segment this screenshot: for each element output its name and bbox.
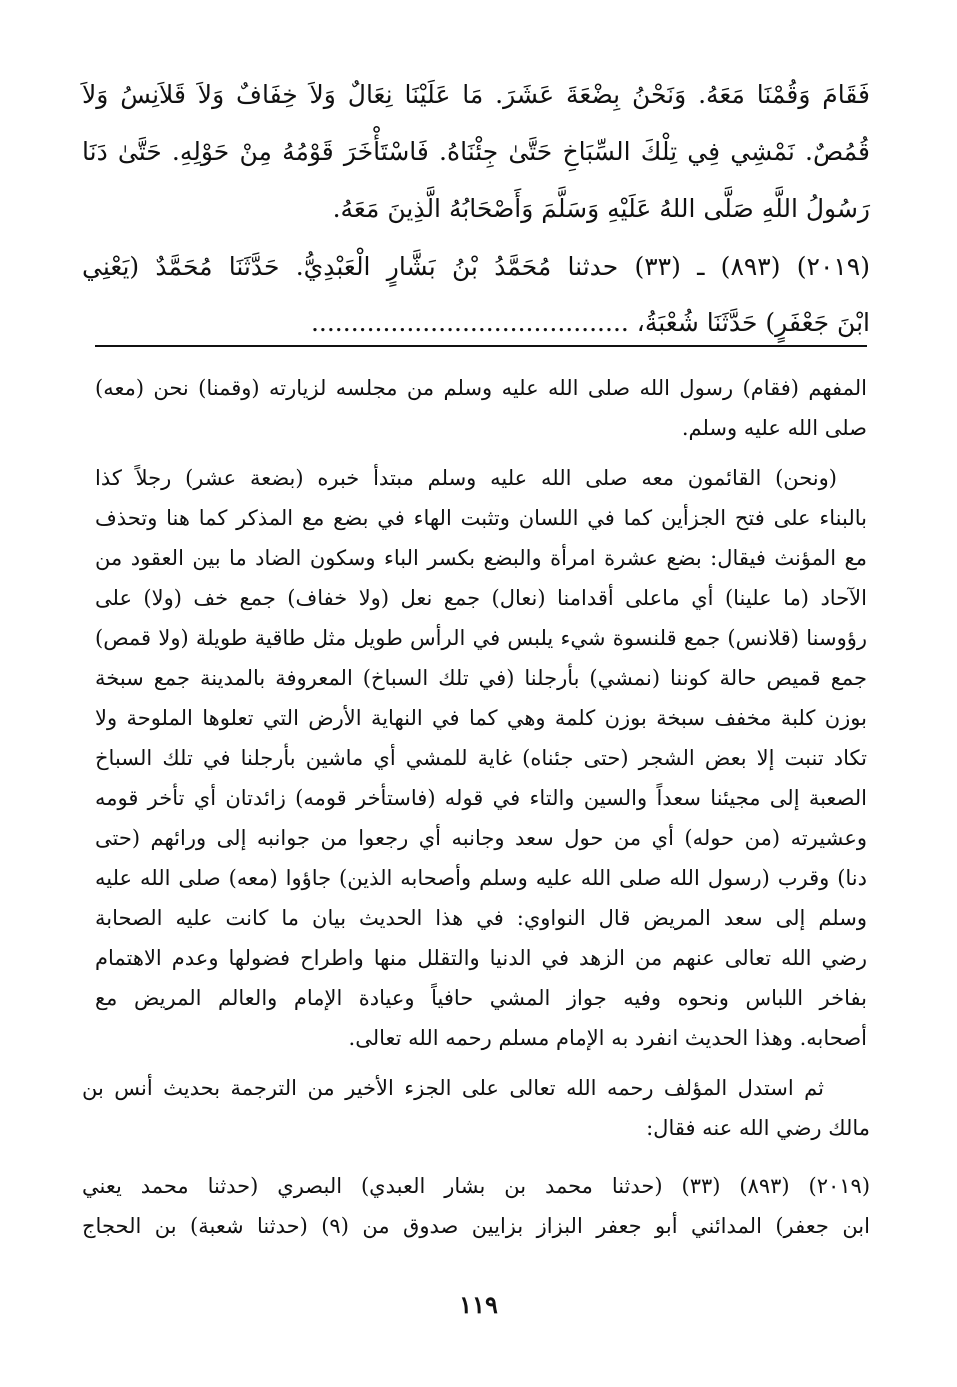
commentary-line: مع المؤنث فيقال: بضع عشرة امرأة والبضع بكسر الباء وسكون الضاد ما بين العقود من — [95, 546, 867, 570]
commentary-line: وسلم إلى سعد المريض قال النواوي: في هذا الحديث بيان ما كانت عليه الصحابة — [95, 906, 867, 930]
commentary-line: رؤوسنا (قلانس) جمع قلنسوة شيء يلبس في الرأس طويل مثل طاقية طويلة (ولا قمص) — [95, 626, 867, 650]
commentary-line: بوزن كلبة مخفف سبخة بوزن كلمة وهي كما في النهاية الأرض التي تعلوها الملوحة ولا — [95, 706, 867, 730]
commentary-line: جمع قميص حالة كوننا (نمشي) بأرجلنا (في تلك السباخ) المعروفة بالمدينة جمع سبخة — [95, 666, 867, 690]
hadith-line: رَسُولُ اللَّهِ صَلَّى اللهُ عَلَيْهِ وَسَلَّمَ وَأَصْحَابُهُ الَّذِينَ مَعَهُ. — [332, 194, 870, 223]
commentary-line: أصحابه. وهذا الحديث انفرد به الإمام مسلم رحمه الله تعالى. — [348, 1026, 867, 1050]
commentary-line: دنا) وقرب (رسول الله صلى الله عليه وسلم وأصحابه الذين) جاؤوا (معه) صلى الله عليه — [95, 866, 867, 890]
commentary-line: الصعبة إلى مجيئنا سعداً والسين والتاء في قوله (فاستأخر قومه) زائدتان أي تأخر قومه — [95, 786, 867, 810]
chain-line: ابن جعفر) المدائني أبو جعفر البزاز بزايين صدوق من (٩) (حدثنا شعبة) بن الحجاج — [82, 1214, 870, 1238]
commentary-line: رضي الله تعالى عنهم من الزهد في الدنيا والتقلل منها واطراح فضولها وعدم الاهتمام — [95, 946, 867, 970]
intro-line: ثم استدل المؤلف رحمه الله تعالى على الجزء الأخير من الترجمة بحديث أنس بن — [82, 1076, 824, 1100]
hadith-line: (٢٠١٩) (٨٩٣) ـ (٣٣) حدثنا مُحَمَّدُ بْنُ بَشَّارٍ الْعَبْدِيُّ. حَدَّثَنَا مُحَمَّدٌ (يَعْنِي — [82, 252, 870, 281]
commentary-line: الآحاد (ما علينا) أي ماعلى أقدامنا (نعال) جمع نعل (ولا خفاف) جمع خف (ولا) على — [95, 586, 867, 610]
commentary-line: المفهم (فقام) رسول الله صلى الله عليه وسلم من مجلسه لزيارته (وقمنا) نحن (معه) — [95, 376, 867, 400]
hadith-line: قُمُصٌ. نَمْشِي فِي تِلْكَ السِّبَاخِ حَتَّىٰ جِئْنَاهُ. فَاسْتَأْخَرَ قَوْمُهُ مِنْ حَوْلِهِ. حَتَّىٰ دَنَا — [82, 137, 870, 166]
chain-line: (٢٠١٩) (٨٩٣) (٣٣) (حدثنا محمد بن بشار العبدي) البصري (حدثنا محمد يعني — [82, 1174, 871, 1198]
commentary-line: بالبناء على فتح الجزأين كما في اللسان وتثبت الهاء في بضع مع المذكر كما هنا وتحذف — [95, 506, 867, 530]
commentary-line: صلى الله عليه وسلم. — [681, 416, 867, 440]
commentary-line: تكاد تنبت إلا بعض الشجر (حتى جئناه) غاية للمشي أي ماشين بأرجلنا في تلك السباخ — [95, 746, 867, 770]
commentary-line: بفاخر اللباس ونحوه وفيه جواز المشي حافياً وعيادة الإمام والعالم المريض مع — [95, 986, 867, 1010]
commentary-line: وعشيرته (من حوله) أي من حول سعد وجانبه أي رجعوا من جوانبه إلى ورائهم (حتى — [95, 826, 867, 850]
hadith-line: فَقَامَ وَقُمْنَا مَعَهُ. وَنَحْنُ بِضْعَةَ عَشَرَ. مَا عَلَيْنَا نِعَالٌ وَلاَ خِفَافٌ وَلاَ قَلاَنِسُ وَلاَ — [82, 80, 870, 109]
section-divider — [95, 345, 867, 347]
commentary-line: (ونحن) القائمون معه صلى الله عليه وسلم مبتدأ خبره (بضعة عشر) رجلاً كذا — [95, 466, 837, 490]
page-number: ١١٩ — [459, 1290, 498, 1319]
hadith-line: ابْنَ جَعْفَرٍ) حَدَّثَنَا شُعْبَةُ، ........................................ — [310, 308, 870, 337]
intro-line: مالك رضي الله عنه فقال: — [646, 1116, 870, 1140]
